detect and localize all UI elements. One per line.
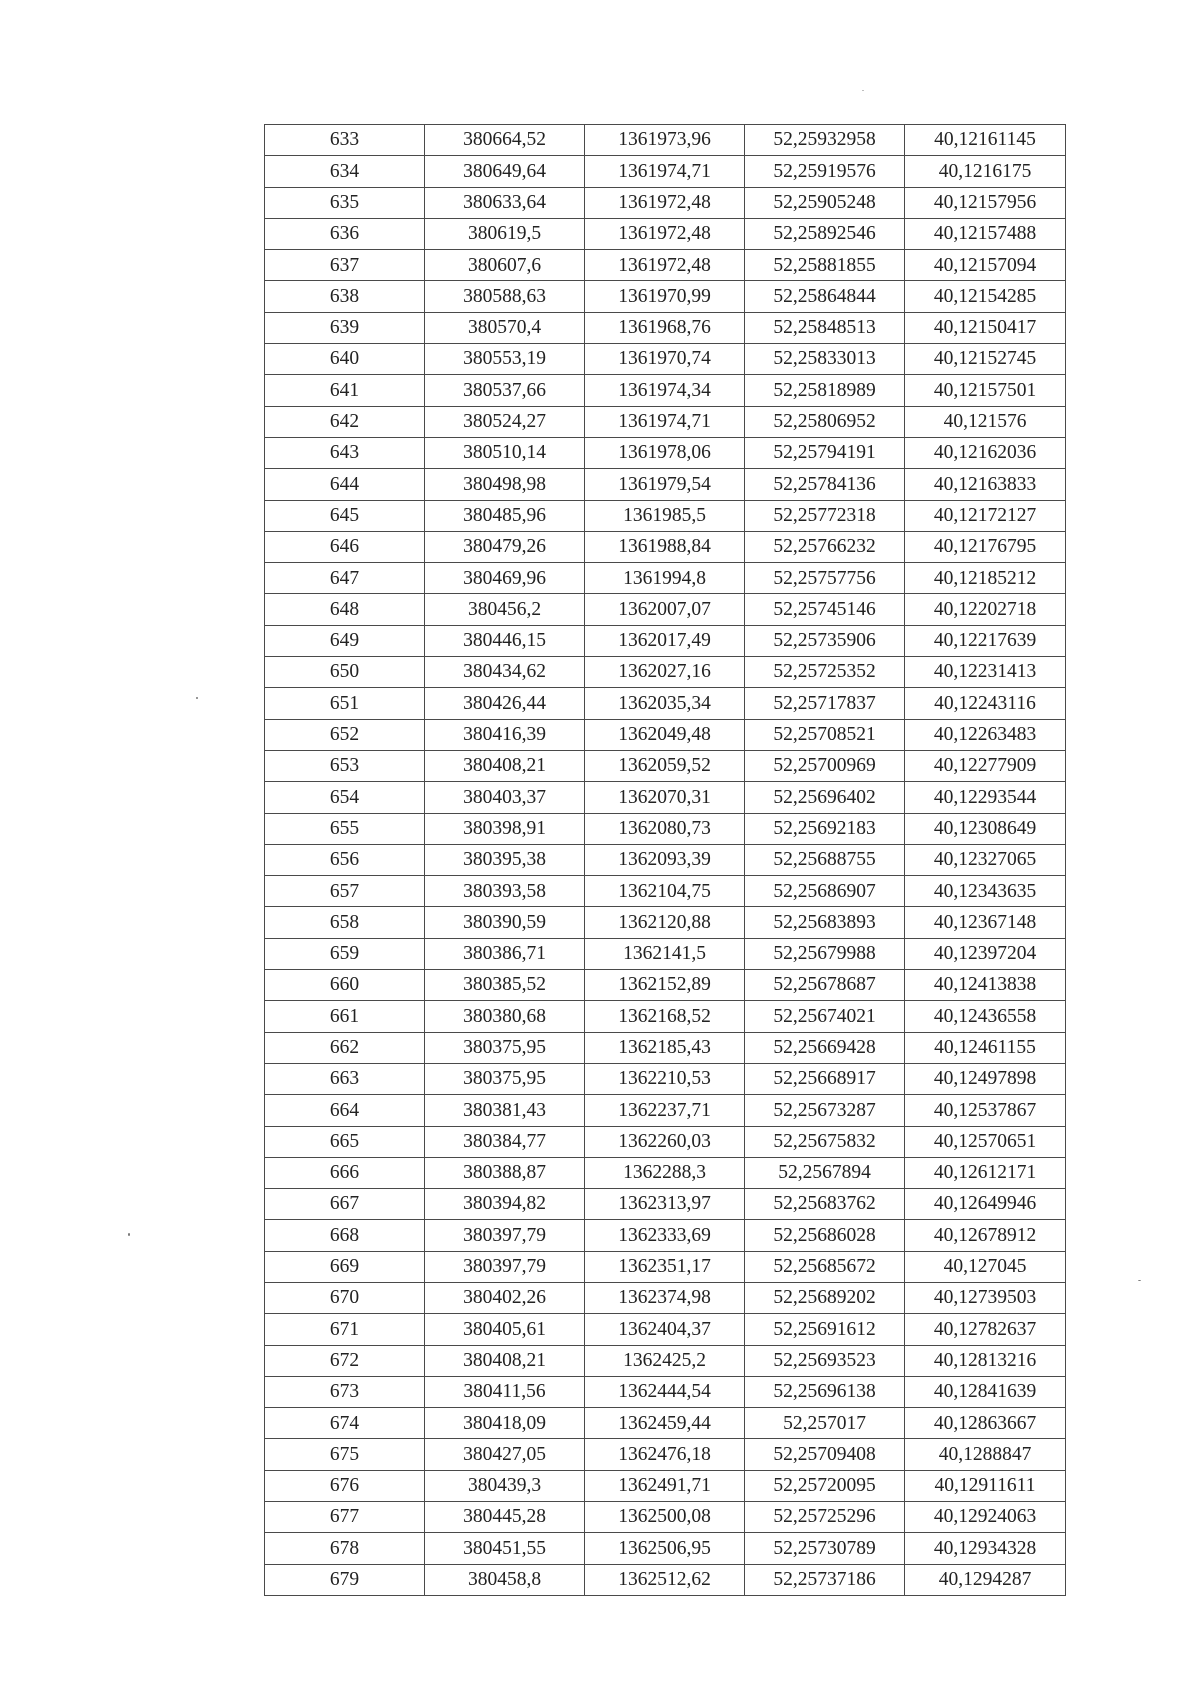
point-number-cell: 642: [265, 406, 425, 437]
y-coordinate-cell: 1362404,37: [585, 1314, 745, 1345]
y-coordinate-cell: 1362476,18: [585, 1439, 745, 1470]
table-row: [265, 1063, 1066, 1094]
latitude-cell: 52,25730789: [745, 1533, 905, 1564]
y-coordinate-cell: 1362491,71: [585, 1470, 745, 1501]
scan-speck: [128, 1233, 130, 1236]
x-coordinate-cell: 380524,27: [425, 406, 585, 437]
y-coordinate-cell: 1362070,31: [585, 782, 745, 813]
latitude-cell: 52,25784136: [745, 469, 905, 500]
table-row: [265, 1502, 1066, 1533]
x-coordinate-cell: 380553,19: [425, 344, 585, 375]
table-row: [265, 1314, 1066, 1345]
longitude-cell: 40,12436558: [905, 1001, 1066, 1032]
point-number-cell: 679: [265, 1564, 425, 1595]
y-coordinate-cell: 1361985,5: [585, 500, 745, 531]
point-number-cell: 678: [265, 1533, 425, 1564]
y-coordinate-cell: 1361994,8: [585, 563, 745, 594]
table-row: [265, 1564, 1066, 1595]
x-coordinate-cell: 380469,96: [425, 563, 585, 594]
point-number-cell: 653: [265, 750, 425, 781]
longitude-cell: 40,1288847: [905, 1439, 1066, 1470]
table-row: [265, 688, 1066, 719]
table-row: [265, 782, 1066, 813]
longitude-cell: 40,12150417: [905, 312, 1066, 343]
longitude-cell: 40,12924063: [905, 1502, 1066, 1533]
longitude-cell: 40,12612171: [905, 1157, 1066, 1188]
longitude-cell: 40,121576: [905, 406, 1066, 437]
point-number-cell: 672: [265, 1345, 425, 1376]
point-number-cell: 667: [265, 1189, 425, 1220]
longitude-cell: 40,12497898: [905, 1063, 1066, 1094]
point-number-cell: 665: [265, 1126, 425, 1157]
longitude-cell: 40,12863667: [905, 1408, 1066, 1439]
x-coordinate-cell: 380633,64: [425, 187, 585, 218]
table-row: [265, 1095, 1066, 1126]
point-number-cell: 664: [265, 1095, 425, 1126]
latitude-cell: 52,25683893: [745, 907, 905, 938]
y-coordinate-cell: 1362152,89: [585, 970, 745, 1001]
y-coordinate-cell: 1362333,69: [585, 1220, 745, 1251]
y-coordinate-cell: 1361974,71: [585, 156, 745, 187]
latitude-cell: 52,25725296: [745, 1502, 905, 1533]
x-coordinate-cell: 380456,2: [425, 594, 585, 625]
y-coordinate-cell: 1361978,06: [585, 437, 745, 468]
point-number-cell: 677: [265, 1502, 425, 1533]
latitude-cell: 52,25673287: [745, 1095, 905, 1126]
latitude-cell: 52,25708521: [745, 719, 905, 750]
longitude-cell: 40,12185212: [905, 563, 1066, 594]
latitude-cell: 52,25725352: [745, 657, 905, 688]
longitude-cell: 40,12841639: [905, 1376, 1066, 1407]
y-coordinate-cell: 1362141,5: [585, 938, 745, 969]
point-number-cell: 669: [265, 1251, 425, 1282]
y-coordinate-cell: 1362093,39: [585, 844, 745, 875]
point-number-cell: 671: [265, 1314, 425, 1345]
point-number-cell: 668: [265, 1220, 425, 1251]
table-row: [265, 970, 1066, 1001]
longitude-cell: 40,1216175: [905, 156, 1066, 187]
latitude-cell: 52,25818989: [745, 375, 905, 406]
table-row: [265, 1126, 1066, 1157]
x-coordinate-cell: 380375,95: [425, 1063, 585, 1094]
x-coordinate-cell: 380416,39: [425, 719, 585, 750]
point-number-cell: 635: [265, 187, 425, 218]
x-coordinate-cell: 380397,79: [425, 1220, 585, 1251]
longitude-cell: 40,12277909: [905, 750, 1066, 781]
longitude-cell: 40,12782637: [905, 1314, 1066, 1345]
point-number-cell: 651: [265, 688, 425, 719]
longitude-cell: 40,12217639: [905, 625, 1066, 656]
table-row: [265, 938, 1066, 969]
x-coordinate-cell: 380451,55: [425, 1533, 585, 1564]
longitude-cell: 40,12934328: [905, 1533, 1066, 1564]
latitude-cell: 52,2567894: [745, 1157, 905, 1188]
y-coordinate-cell: 1362168,52: [585, 1001, 745, 1032]
y-coordinate-cell: 1361968,76: [585, 312, 745, 343]
y-coordinate-cell: 1362017,49: [585, 625, 745, 656]
latitude-cell: 52,25892546: [745, 218, 905, 249]
longitude-cell: 40,12413838: [905, 970, 1066, 1001]
x-coordinate-cell: 380402,26: [425, 1282, 585, 1313]
y-coordinate-cell: 1362425,2: [585, 1345, 745, 1376]
latitude-cell: 52,25686907: [745, 876, 905, 907]
table-row: [265, 406, 1066, 437]
latitude-cell: 52,257017: [745, 1408, 905, 1439]
y-coordinate-cell: 1362237,71: [585, 1095, 745, 1126]
longitude-cell: 40,1294287: [905, 1564, 1066, 1595]
table-row: [265, 1408, 1066, 1439]
point-number-cell: 662: [265, 1032, 425, 1063]
longitude-cell: 40,12678912: [905, 1220, 1066, 1251]
table-row: [265, 500, 1066, 531]
point-number-cell: 674: [265, 1408, 425, 1439]
latitude-cell: 52,25692183: [745, 813, 905, 844]
table-row: [265, 750, 1066, 781]
point-number-cell: 645: [265, 500, 425, 531]
x-coordinate-cell: 380434,62: [425, 657, 585, 688]
y-coordinate-cell: 1362260,03: [585, 1126, 745, 1157]
longitude-cell: 40,12308649: [905, 813, 1066, 844]
y-coordinate-cell: 1361972,48: [585, 187, 745, 218]
x-coordinate-cell: 380664,52: [425, 125, 585, 156]
x-coordinate-cell: 380403,37: [425, 782, 585, 813]
x-coordinate-cell: 380393,58: [425, 876, 585, 907]
point-number-cell: 633: [265, 125, 425, 156]
point-number-cell: 641: [265, 375, 425, 406]
longitude-cell: 40,12570651: [905, 1126, 1066, 1157]
table-row: [265, 657, 1066, 688]
x-coordinate-cell: 380426,44: [425, 688, 585, 719]
table-row: [265, 437, 1066, 468]
latitude-cell: 52,25674021: [745, 1001, 905, 1032]
point-number-cell: 663: [265, 1063, 425, 1094]
x-coordinate-cell: 380397,79: [425, 1251, 585, 1282]
longitude-cell: 40,12157488: [905, 218, 1066, 249]
latitude-cell: 52,25679988: [745, 938, 905, 969]
x-coordinate-cell: 380619,5: [425, 218, 585, 249]
table-row: [265, 1157, 1066, 1188]
latitude-cell: 52,25693523: [745, 1345, 905, 1376]
y-coordinate-cell: 1362185,43: [585, 1032, 745, 1063]
point-number-cell: 640: [265, 344, 425, 375]
point-number-cell: 656: [265, 844, 425, 875]
latitude-cell: 52,25696138: [745, 1376, 905, 1407]
latitude-cell: 52,25709408: [745, 1439, 905, 1470]
longitude-cell: 40,12157094: [905, 250, 1066, 281]
point-number-cell: 654: [265, 782, 425, 813]
longitude-cell: 40,12649946: [905, 1189, 1066, 1220]
latitude-cell: 52,25794191: [745, 437, 905, 468]
longitude-cell: 40,12739503: [905, 1282, 1066, 1313]
table-row: [265, 375, 1066, 406]
longitude-cell: 40,12461155: [905, 1032, 1066, 1063]
latitude-cell: 52,25678687: [745, 970, 905, 1001]
table-row: [265, 1376, 1066, 1407]
longitude-cell: 40,12162036: [905, 437, 1066, 468]
longitude-cell: 40,12157501: [905, 375, 1066, 406]
y-coordinate-cell: 1361973,96: [585, 125, 745, 156]
point-number-cell: 670: [265, 1282, 425, 1313]
longitude-cell: 40,12263483: [905, 719, 1066, 750]
latitude-cell: 52,25772318: [745, 500, 905, 531]
longitude-cell: 40,12163833: [905, 469, 1066, 500]
point-number-cell: 676: [265, 1470, 425, 1501]
x-coordinate-cell: 380510,14: [425, 437, 585, 468]
table-row: [265, 1189, 1066, 1220]
y-coordinate-cell: 1362049,48: [585, 719, 745, 750]
table-row: [265, 625, 1066, 656]
longitude-cell: 40,12327065: [905, 844, 1066, 875]
y-coordinate-cell: 1361970,74: [585, 344, 745, 375]
table-row: [265, 469, 1066, 500]
latitude-cell: 52,25745146: [745, 594, 905, 625]
x-coordinate-cell: 380439,3: [425, 1470, 585, 1501]
y-coordinate-cell: 1362027,16: [585, 657, 745, 688]
table-row: [265, 344, 1066, 375]
x-coordinate-cell: 380607,6: [425, 250, 585, 281]
y-coordinate-cell: 1362351,17: [585, 1251, 745, 1282]
x-coordinate-cell: 380498,98: [425, 469, 585, 500]
table-row: [265, 1220, 1066, 1251]
latitude-cell: 52,25919576: [745, 156, 905, 187]
latitude-cell: 52,25766232: [745, 531, 905, 562]
longitude-cell: 40,12154285: [905, 281, 1066, 312]
table-row: [265, 719, 1066, 750]
y-coordinate-cell: 1361974,71: [585, 406, 745, 437]
point-number-cell: 634: [265, 156, 425, 187]
point-number-cell: 637: [265, 250, 425, 281]
x-coordinate-cell: 380408,21: [425, 750, 585, 781]
latitude-cell: 52,25932958: [745, 125, 905, 156]
x-coordinate-cell: 380479,26: [425, 531, 585, 562]
point-number-cell: 650: [265, 657, 425, 688]
table-row: [265, 1282, 1066, 1313]
longitude-cell: 40,12293544: [905, 782, 1066, 813]
table-row: [265, 876, 1066, 907]
table-row: [265, 563, 1066, 594]
coordinates-table-body: [265, 125, 1066, 1596]
point-number-cell: 647: [265, 563, 425, 594]
y-coordinate-cell: 1362512,62: [585, 1564, 745, 1595]
x-coordinate-cell: 380380,68: [425, 1001, 585, 1032]
longitude-cell: 40,12367148: [905, 907, 1066, 938]
y-coordinate-cell: 1362007,07: [585, 594, 745, 625]
y-coordinate-cell: 1361974,34: [585, 375, 745, 406]
longitude-cell: 40,12157956: [905, 187, 1066, 218]
point-number-cell: 643: [265, 437, 425, 468]
y-coordinate-cell: 1362313,97: [585, 1189, 745, 1220]
longitude-cell: 40,12202718: [905, 594, 1066, 625]
x-coordinate-cell: 380411,56: [425, 1376, 585, 1407]
table-row: [265, 156, 1066, 187]
point-number-cell: 658: [265, 907, 425, 938]
table-row: [265, 907, 1066, 938]
x-coordinate-cell: 380649,64: [425, 156, 585, 187]
point-number-cell: 648: [265, 594, 425, 625]
y-coordinate-cell: 1362080,73: [585, 813, 745, 844]
y-coordinate-cell: 1362288,3: [585, 1157, 745, 1188]
y-coordinate-cell: 1361972,48: [585, 218, 745, 249]
point-number-cell: 675: [265, 1439, 425, 1470]
longitude-cell: 40,12172127: [905, 500, 1066, 531]
scan-speck: [1138, 1280, 1141, 1281]
x-coordinate-cell: 380445,28: [425, 1502, 585, 1533]
longitude-cell: 40,12161145: [905, 125, 1066, 156]
longitude-cell: 40,12231413: [905, 657, 1066, 688]
table-row: [265, 1439, 1066, 1470]
table-row: [265, 312, 1066, 343]
point-number-cell: 646: [265, 531, 425, 562]
table-row: [265, 1001, 1066, 1032]
x-coordinate-cell: 380418,09: [425, 1408, 585, 1439]
table-row: [265, 531, 1066, 562]
point-number-cell: 638: [265, 281, 425, 312]
x-coordinate-cell: 380458,8: [425, 1564, 585, 1595]
latitude-cell: 52,25685672: [745, 1251, 905, 1282]
latitude-cell: 52,25668917: [745, 1063, 905, 1094]
longitude-cell: 40,12911611: [905, 1470, 1066, 1501]
coordinates-table: [264, 124, 1066, 1596]
latitude-cell: 52,25833013: [745, 344, 905, 375]
table-row: [265, 187, 1066, 218]
latitude-cell: 52,25806952: [745, 406, 905, 437]
x-coordinate-cell: 380381,43: [425, 1095, 585, 1126]
x-coordinate-cell: 380588,63: [425, 281, 585, 312]
table-row: [265, 250, 1066, 281]
table-row: [265, 218, 1066, 249]
latitude-cell: 52,25720095: [745, 1470, 905, 1501]
table-row: [265, 1533, 1066, 1564]
x-coordinate-cell: 380384,77: [425, 1126, 585, 1157]
x-coordinate-cell: 380537,66: [425, 375, 585, 406]
y-coordinate-cell: 1362459,44: [585, 1408, 745, 1439]
longitude-cell: 40,12343635: [905, 876, 1066, 907]
table-row: [265, 1032, 1066, 1063]
y-coordinate-cell: 1361979,54: [585, 469, 745, 500]
x-coordinate-cell: 380394,82: [425, 1189, 585, 1220]
latitude-cell: 52,25686028: [745, 1220, 905, 1251]
point-number-cell: 644: [265, 469, 425, 500]
longitude-cell: 40,12813216: [905, 1345, 1066, 1376]
latitude-cell: 52,25675832: [745, 1126, 905, 1157]
point-number-cell: 652: [265, 719, 425, 750]
y-coordinate-cell: 1361988,84: [585, 531, 745, 562]
point-number-cell: 659: [265, 938, 425, 969]
y-coordinate-cell: 1362104,75: [585, 876, 745, 907]
longitude-cell: 40,127045: [905, 1251, 1066, 1282]
point-number-cell: 639: [265, 312, 425, 343]
table-row: [265, 1345, 1066, 1376]
latitude-cell: 52,25669428: [745, 1032, 905, 1063]
y-coordinate-cell: 1362500,08: [585, 1502, 745, 1533]
longitude-cell: 40,12243116: [905, 688, 1066, 719]
x-coordinate-cell: 380408,21: [425, 1345, 585, 1376]
latitude-cell: 52,25689202: [745, 1282, 905, 1313]
point-number-cell: 660: [265, 970, 425, 1001]
x-coordinate-cell: 380386,71: [425, 938, 585, 969]
y-coordinate-cell: 1362035,34: [585, 688, 745, 719]
scan-speck: [862, 90, 864, 91]
table-row: [265, 1251, 1066, 1282]
latitude-cell: 52,25688755: [745, 844, 905, 875]
point-number-cell: 666: [265, 1157, 425, 1188]
y-coordinate-cell: 1362506,95: [585, 1533, 745, 1564]
y-coordinate-cell: 1362059,52: [585, 750, 745, 781]
latitude-cell: 52,25717837: [745, 688, 905, 719]
latitude-cell: 52,25757756: [745, 563, 905, 594]
latitude-cell: 52,25881855: [745, 250, 905, 281]
table-row: [265, 1470, 1066, 1501]
scan-speck: [196, 697, 198, 699]
table-row: [265, 125, 1066, 156]
x-coordinate-cell: 380385,52: [425, 970, 585, 1001]
longitude-cell: 40,12152745: [905, 344, 1066, 375]
point-number-cell: 636: [265, 218, 425, 249]
x-coordinate-cell: 380485,96: [425, 500, 585, 531]
longitude-cell: 40,12176795: [905, 531, 1066, 562]
y-coordinate-cell: 1361970,99: [585, 281, 745, 312]
point-number-cell: 649: [265, 625, 425, 656]
latitude-cell: 52,25700969: [745, 750, 905, 781]
y-coordinate-cell: 1362210,53: [585, 1063, 745, 1094]
table-row: [265, 813, 1066, 844]
x-coordinate-cell: 380388,87: [425, 1157, 585, 1188]
latitude-cell: 52,25905248: [745, 187, 905, 218]
x-coordinate-cell: 380395,38: [425, 844, 585, 875]
y-coordinate-cell: 1361972,48: [585, 250, 745, 281]
latitude-cell: 52,25848513: [745, 312, 905, 343]
latitude-cell: 52,25696402: [745, 782, 905, 813]
latitude-cell: 52,25735906: [745, 625, 905, 656]
point-number-cell: 673: [265, 1376, 425, 1407]
y-coordinate-cell: 1362120,88: [585, 907, 745, 938]
latitude-cell: 52,25683762: [745, 1189, 905, 1220]
x-coordinate-cell: 380446,15: [425, 625, 585, 656]
x-coordinate-cell: 380427,05: [425, 1439, 585, 1470]
x-coordinate-cell: 380390,59: [425, 907, 585, 938]
table-row: [265, 281, 1066, 312]
x-coordinate-cell: 380405,61: [425, 1314, 585, 1345]
x-coordinate-cell: 380375,95: [425, 1032, 585, 1063]
latitude-cell: 52,25691612: [745, 1314, 905, 1345]
point-number-cell: 655: [265, 813, 425, 844]
x-coordinate-cell: 380398,91: [425, 813, 585, 844]
latitude-cell: 52,25864844: [745, 281, 905, 312]
latitude-cell: 52,25737186: [745, 1564, 905, 1595]
longitude-cell: 40,12537867: [905, 1095, 1066, 1126]
table-row: [265, 594, 1066, 625]
point-number-cell: 661: [265, 1001, 425, 1032]
point-number-cell: 657: [265, 876, 425, 907]
longitude-cell: 40,12397204: [905, 938, 1066, 969]
x-coordinate-cell: 380570,4: [425, 312, 585, 343]
y-coordinate-cell: 1362374,98: [585, 1282, 745, 1313]
y-coordinate-cell: 1362444,54: [585, 1376, 745, 1407]
table-row: [265, 844, 1066, 875]
